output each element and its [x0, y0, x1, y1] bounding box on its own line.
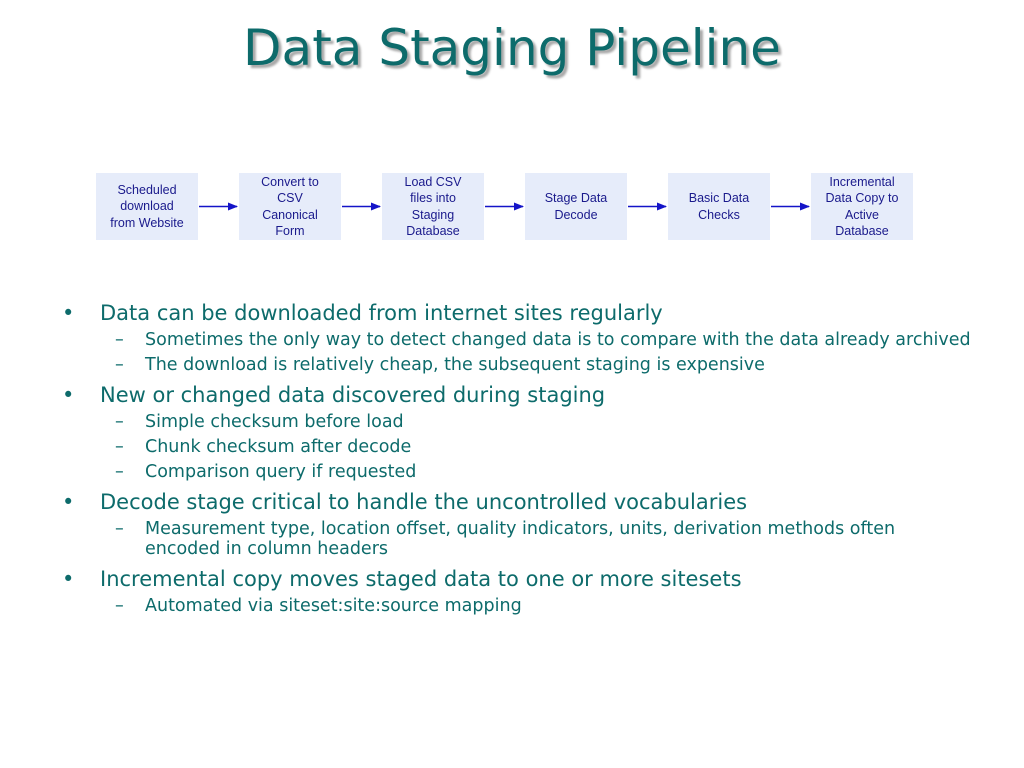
stage-basic-checks: Basic Data Checks: [668, 173, 770, 240]
bullet-text: New or changed data discovered during staging: [100, 383, 606, 407]
stage-load-csv: Load CSV files into Staging Database: [382, 173, 484, 240]
sub-bullet-text: Simple checksum before load: [145, 412, 404, 432]
bullet-text: Data can be downloaded from internet sites regularly: [100, 301, 663, 325]
sub-bullet-item: [0, 355, 1024, 375]
stage-convert-csv: Convert to CSV Canonical Form: [239, 173, 341, 240]
dash-icon: –: [115, 355, 124, 375]
dash-icon: –: [115, 330, 124, 350]
sub-bullet-item: [0, 596, 1024, 616]
bullet-dot-icon: •: [62, 383, 75, 407]
bullet-text: Decode stage critical to handle the uncontrolled vocabularies: [100, 490, 748, 514]
pipeline-diagram: [0, 0, 1024, 260]
dash-icon: –: [115, 596, 124, 616]
bullet-item: [0, 564, 1024, 594]
bullet-text: Incremental copy moves staged data to one or more sitesets: [100, 567, 742, 591]
dash-icon: –: [115, 462, 124, 482]
stage-scheduled-download: Scheduled download from Website: [96, 173, 198, 240]
sub-bullet-text: Comparison query if requested: [145, 462, 417, 482]
sub-bullet-item: [0, 519, 1024, 559]
slide-title: Data Staging Pipeline: [243, 19, 781, 77]
bullet-dot-icon: •: [62, 490, 75, 514]
stage-data-decode: Stage Data Decode: [525, 173, 627, 240]
sub-bullet-text: Automated via siteset:site:source mapping: [145, 596, 522, 616]
bullet-dot-icon: •: [62, 301, 75, 325]
dash-icon: –: [115, 519, 124, 539]
bullet-list: [0, 298, 1024, 621]
sub-bullet-item: [0, 412, 1024, 432]
sub-bullet-item: [0, 462, 1024, 482]
sub-bullet-text: Chunk checksum after decode: [145, 437, 412, 457]
sub-bullet-item: [0, 437, 1024, 457]
dash-icon: –: [115, 437, 124, 457]
sub-bullet-text: Measurement type, location offset, quality indicators, units, derivation methods often encoded in column headers: [145, 519, 896, 559]
dash-icon: –: [115, 412, 124, 432]
bullet-item: [0, 298, 1024, 328]
sub-bullet-text: Sometimes the only way to detect changed data is to compare with the data already archived: [145, 330, 971, 350]
sub-bullet-text: The download is relatively cheap, the subsequent staging is expensive: [145, 355, 765, 375]
bullet-item: [0, 487, 1024, 517]
bullet-item: [0, 380, 1024, 410]
bullet-dot-icon: •: [62, 567, 75, 591]
stage-incremental-copy: Incremental Data Copy to Active Database: [811, 173, 913, 240]
sub-bullet-item: [0, 330, 1024, 350]
